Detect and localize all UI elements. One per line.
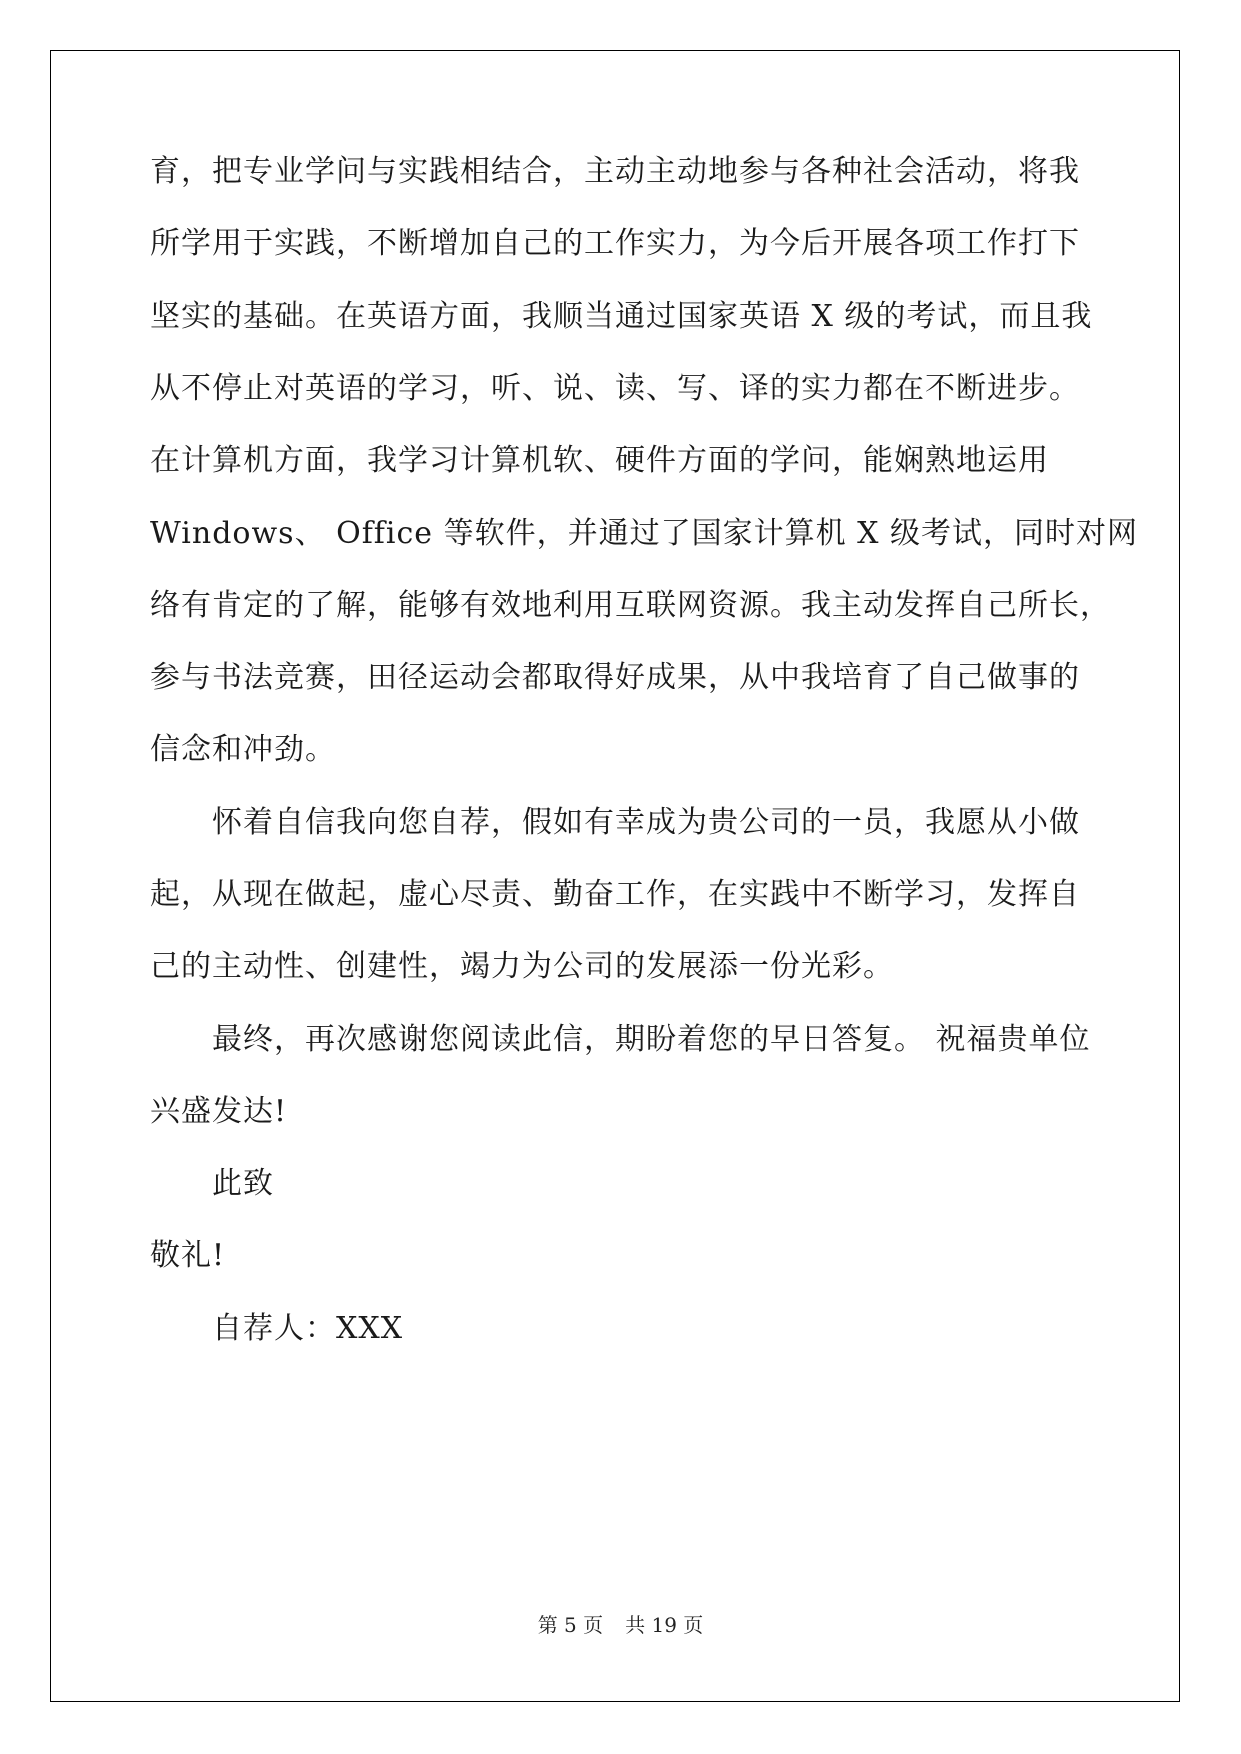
- closing-salutation: 此致: [212, 1166, 274, 1201]
- body-line: 己的主动性、创建性，竭力为公司的发展添一份光彩。: [150, 949, 894, 984]
- body-line: 兴盛发达!: [150, 1094, 288, 1129]
- body-line: 怀着自信我向您自荐，假如有幸成为贵公司的一员，我愿从小做: [212, 805, 1080, 840]
- body-line: Windows、 Office 等软件，并通过了国家计算机 X 级考试，同时对网: [150, 516, 1139, 551]
- body-line: 育，把专业学问与实践相结合，主动主动地参与各种社会活动，将我: [150, 154, 1080, 189]
- body-line: 络有肯定的了解，能够有效地利用互联网资源。我主动发挥自己所长，: [150, 588, 1111, 623]
- closing-regards: 敬礼!: [150, 1238, 226, 1273]
- body-line: 所学用于实践，不断增加自己的工作实力，为今后开展各项工作打下: [150, 226, 1080, 261]
- body-line: 在计算机方面，我学习计算机软、硬件方面的学问，能娴熟地运用: [150, 443, 1049, 478]
- body-line: 最终，再次感谢您阅读此信，期盼着您的早日答复。 祝福贵单位: [212, 1022, 1091, 1057]
- body-line: 信念和冲劲。: [150, 732, 336, 767]
- body-line: 起，从现在做起，虚心尽责、勤奋工作，在实践中不断学习，发挥自: [150, 877, 1080, 912]
- page-footer: [0, 1612, 1241, 1638]
- body-line: 参与书法竞赛，田径运动会都取得好成果，从中我培育了自己做事的: [150, 660, 1080, 695]
- body-line: 坚实的基础。在英语方面，我顺当通过国家英语 X 级的考试，而且我: [150, 299, 1093, 334]
- signature-line: 自荐人：XXX: [212, 1311, 404, 1346]
- body-line: 从不停止对英语的学习，听、说、读、写、译的实力都在不断进步。: [150, 371, 1080, 406]
- page-total: 共 19 页: [625, 1613, 704, 1637]
- page-number: 第 5 页: [537, 1613, 604, 1637]
